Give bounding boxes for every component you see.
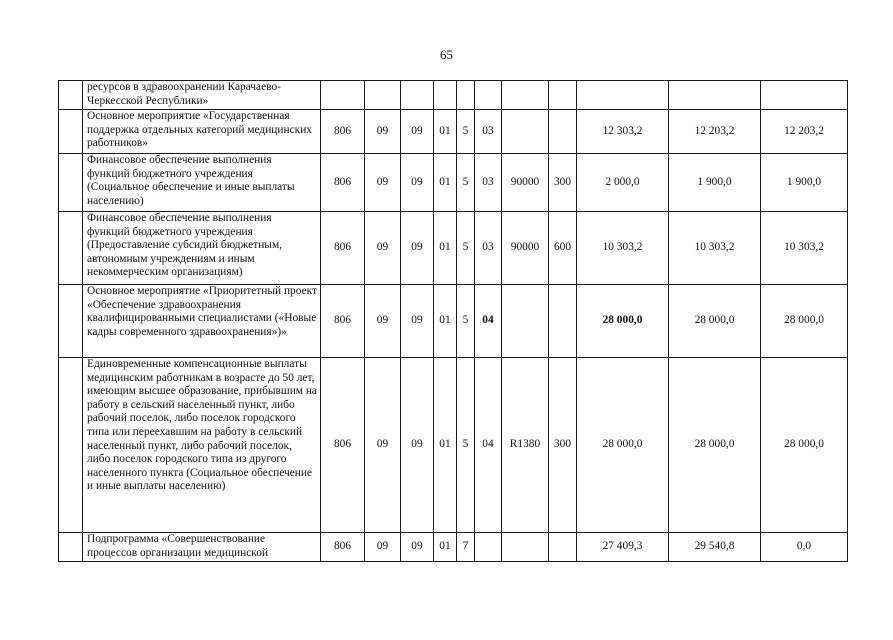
code-cell: 300 [549, 154, 577, 212]
code-cell: 5 [457, 212, 475, 285]
code-cell: 5 [457, 154, 475, 212]
amount-cell: 28 000,0 [577, 285, 669, 358]
code-cell: 01 [434, 358, 457, 533]
code-cell: 806 [321, 212, 365, 285]
code-cell: 806 [321, 110, 365, 154]
code-cell: 09 [365, 110, 401, 154]
amount-cell: 10 303,2 [761, 212, 848, 285]
row-description: Основное мероприятие «Государственная поддержка отдельных категорий медицинских работников» [83, 110, 321, 154]
amount-cell [669, 81, 761, 110]
amount-cell: 28 000,0 [761, 285, 848, 358]
code-cell: 01 [434, 110, 457, 154]
code-cell: 09 [365, 285, 401, 358]
page-number: 65 [440, 47, 453, 62]
code-cell: 806 [321, 285, 365, 358]
code-cell [502, 533, 549, 562]
amount-cell: 10 303,2 [577, 212, 669, 285]
amount-cell: 1 900,0 [669, 154, 761, 212]
table-row [59, 154, 848, 212]
code-cell: 09 [401, 533, 434, 562]
blank-cell [59, 81, 83, 110]
row-description: Основное мероприятие «Приоритетный проект «Обеспечение здравоохранения квалифицированными специалистами («Новые кадры современного здравоохранения»)» [83, 285, 321, 358]
code-cell: 09 [365, 212, 401, 285]
code-cell [549, 285, 577, 358]
code-cell: 09 [401, 110, 434, 154]
row-description: ресурсов в здравоохранении Карачаево-Черкесской Республики» [83, 81, 321, 110]
code-cell: 01 [434, 285, 457, 358]
code-cell [549, 81, 577, 110]
amount-cell: 2 000,0 [577, 154, 669, 212]
code-cell: 03 [475, 154, 502, 212]
code-cell: 01 [434, 533, 457, 562]
code-cell: 09 [401, 154, 434, 212]
blank-cell [59, 285, 83, 358]
amount-cell: 28 000,0 [761, 358, 848, 533]
code-cell: 600 [549, 212, 577, 285]
code-cell: 01 [434, 212, 457, 285]
amount-cell: 12 303,2 [577, 110, 669, 154]
code-cell: 01 [434, 154, 457, 212]
amount-cell: 1 900,0 [761, 154, 848, 212]
blank-cell [59, 110, 83, 154]
code-cell: 806 [321, 533, 365, 562]
code-cell: 90000 [502, 212, 549, 285]
blank-cell [59, 154, 83, 212]
row-description: Финансовое обеспечение выполнения функций бюджетного учреждения (Социальное обеспечение и иные выплаты населению) [83, 154, 321, 212]
table-row [59, 110, 848, 154]
code-cell [502, 285, 549, 358]
amount-cell: 10 303,2 [669, 212, 761, 285]
amount-cell [761, 81, 848, 110]
code-cell: 09 [365, 358, 401, 533]
code-cell: 7 [457, 533, 475, 562]
code-cell: 5 [457, 358, 475, 533]
code-cell: 09 [401, 358, 434, 533]
amount-cell: 29 540,8 [669, 533, 761, 562]
blank-cell [59, 358, 83, 533]
code-cell [401, 81, 434, 110]
code-cell [321, 81, 365, 110]
code-cell [457, 81, 475, 110]
row-description: Финансовое обеспечение выполнения функций бюджетного учреждения (Предоставление субсидий бюджетным, автономным учреждениям и иным некоммерческим организациям) [83, 212, 321, 285]
amount-cell: 27 409,3 [577, 533, 669, 562]
code-cell [475, 533, 502, 562]
amount-cell: 28 000,0 [577, 358, 669, 533]
code-cell: 806 [321, 358, 365, 533]
code-cell [502, 110, 549, 154]
code-cell [549, 110, 577, 154]
code-cell [549, 533, 577, 562]
code-cell: 09 [365, 533, 401, 562]
code-cell: 5 [457, 110, 475, 154]
code-cell [434, 81, 457, 110]
blank-cell [59, 533, 83, 562]
code-cell [475, 81, 502, 110]
code-cell: 300 [549, 358, 577, 533]
budget-table [58, 80, 848, 562]
code-cell: 5 [457, 285, 475, 358]
code-cell: 03 [475, 110, 502, 154]
table-row [59, 533, 848, 562]
blank-cell [59, 212, 83, 285]
amount-cell [577, 81, 669, 110]
code-cell: 09 [365, 154, 401, 212]
table-row [59, 212, 848, 285]
amount-cell: 28 000,0 [669, 285, 761, 358]
amount-cell: 12 203,2 [669, 110, 761, 154]
code-cell: 04 [475, 358, 502, 533]
table-row [59, 285, 848, 358]
code-cell: 90000 [502, 154, 549, 212]
amount-cell: 12 203,2 [761, 110, 848, 154]
amount-cell: 28 000,0 [669, 358, 761, 533]
code-cell: R1380 [502, 358, 549, 533]
code-cell [365, 81, 401, 110]
code-cell: 09 [401, 285, 434, 358]
code-cell [502, 81, 549, 110]
code-cell: 806 [321, 154, 365, 212]
amount-cell: 0,0 [761, 533, 848, 562]
table-row [59, 81, 848, 110]
row-description: Единовременные компенсационные выплаты медицинским работникам в возрасте до 50 лет, имеющим высшее образование, прибывшим на работу в сельский населенный пункт, либо рабочий поселок, либо поселок городского типа или переехавшим на работу в сельский населенный пункт, либо рабочий поселок, либо поселок городского типа из другого населенного пункта (Социальное обеспечение и иные выплаты населению) [83, 358, 321, 533]
code-cell: 09 [401, 212, 434, 285]
row-description: Подпрограмма «Совершенствование процессов организации медицинской [83, 533, 321, 562]
code-cell: 03 [475, 212, 502, 285]
table-row [59, 358, 848, 533]
code-cell: 04 [475, 285, 502, 358]
